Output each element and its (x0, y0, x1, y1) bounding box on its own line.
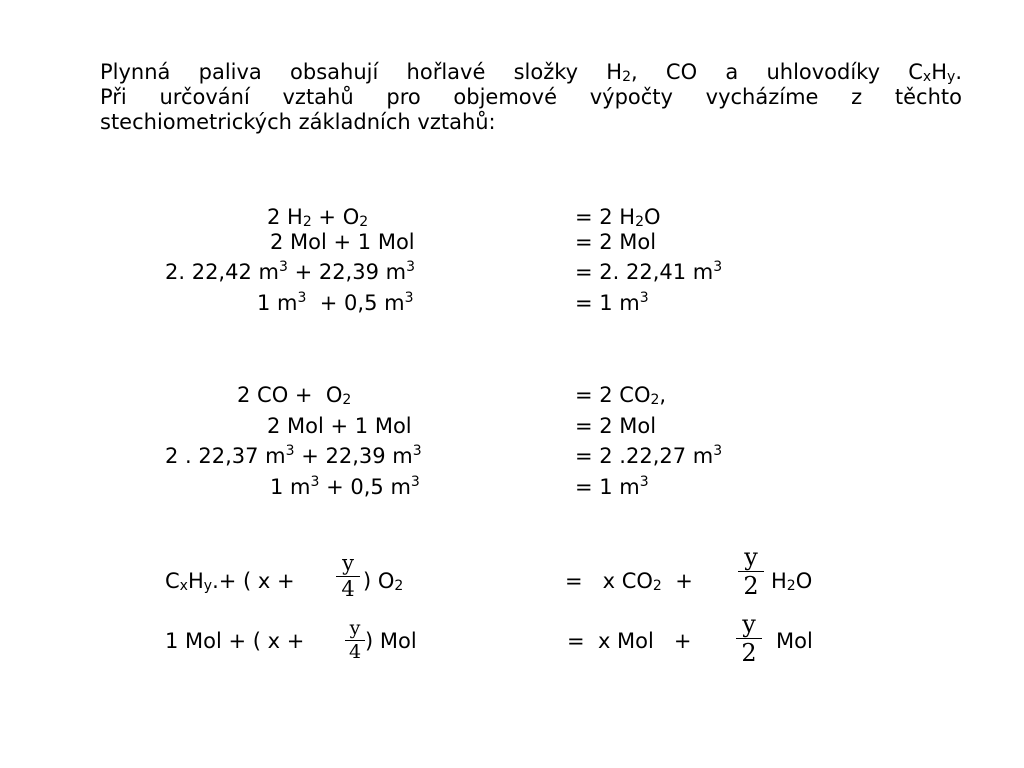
text: = 2. 22,41 m (575, 260, 714, 284)
cxhy-mol-lhs: 1 Mol + ( x + (165, 629, 312, 653)
text: = 2 CO (575, 383, 651, 407)
text: C (165, 569, 180, 593)
co-mol-lhs: 2 Mol + 1 Mol (267, 414, 412, 438)
co-mol-rhs: = 2 Mol (575, 414, 657, 438)
h2-mol-lhs: 2 Mol + 1 Mol (270, 230, 415, 254)
fraction-numerator: y (744, 543, 758, 571)
fraction-numerator: y (342, 551, 354, 575)
subscript: 2 (635, 214, 645, 230)
fraction-denominator: 4 (348, 641, 362, 663)
subscript: y (947, 69, 956, 85)
h2-unit-rhs (575, 291, 649, 315)
text: H (771, 569, 787, 593)
fraction-y-over-4 (345, 619, 365, 662)
h2-equation-rhs (575, 205, 661, 229)
text: = 1 m (575, 291, 640, 315)
h2-volume-lhs (165, 260, 415, 284)
text: = 2 H (575, 205, 636, 229)
fraction-denominator: 2 (741, 639, 757, 667)
superscript: 3 (412, 443, 422, 459)
cxhy-mol-rhs: = x Mol + (567, 629, 692, 653)
text: + (661, 569, 693, 593)
text: 2. 22,42 m (165, 260, 279, 284)
h2-mol-rhs: = 2 Mol (575, 230, 657, 254)
superscript: 3 (297, 290, 307, 306)
superscript: 3 (406, 259, 416, 275)
co-equation-rhs (575, 383, 666, 407)
subscript: y (203, 578, 213, 594)
h2-volume-rhs (575, 260, 722, 284)
text: , (659, 383, 667, 407)
text: O (795, 569, 813, 593)
superscript: 3 (285, 443, 295, 459)
superscript: 3 (639, 474, 649, 490)
subscript: 2 (359, 214, 369, 230)
superscript: 3 (404, 290, 414, 306)
h2-equation-lhs (267, 205, 368, 229)
superscript: 3 (310, 474, 320, 490)
subscript: 2 (302, 214, 312, 230)
intro-paragraph (100, 60, 962, 135)
cxhy-mol-close: ) Mol (365, 629, 417, 653)
text: = 2 .22,27 m (575, 444, 714, 468)
co-unit-rhs (575, 475, 649, 499)
intro-line-1 (100, 60, 962, 85)
superscript: 3 (713, 259, 723, 275)
fraction-denominator: 2 (743, 572, 759, 600)
intro-line-2: Při určování vztahů pro objemové výpočty vycházíme z těchto (100, 85, 962, 109)
cxhy-equation-oxygen (363, 569, 403, 593)
subscript: x (922, 69, 932, 85)
cxhy-equation-water (771, 569, 812, 593)
text: H (187, 569, 204, 593)
text: O (644, 205, 661, 229)
cxhy-equation-row (0, 569, 1024, 609)
text: 2 H (267, 205, 303, 229)
cxhy-equation-lhs (165, 569, 301, 593)
intro-line-1-text-b: , CO a uhlovodíky C (631, 60, 923, 84)
superscript: 3 (639, 290, 649, 306)
cxhy-equation-co2 (565, 569, 693, 593)
fraction-numerator: y (349, 617, 361, 639)
subscript: x (179, 578, 188, 594)
text: 2 . 22,37 m (165, 444, 286, 468)
fraction-denominator: 4 (341, 577, 355, 601)
h2-unit-lhs (257, 291, 414, 315)
text: = 1 m (575, 475, 640, 499)
cxhy-mol-water: Mol (776, 629, 813, 653)
subscript: 2 (394, 578, 404, 594)
text: + 0,5 m (306, 291, 405, 315)
text: ) O (363, 569, 395, 593)
co-volume-lhs (165, 444, 422, 468)
superscript: 3 (410, 474, 420, 490)
text: = x CO (565, 569, 653, 593)
fraction-y-over-2 (738, 545, 764, 598)
fraction-numerator: y (742, 610, 756, 638)
text: + 22,39 m (287, 260, 407, 284)
text: 1 m (270, 475, 311, 499)
co-unit-lhs (270, 475, 420, 499)
subscript: 2 (786, 578, 796, 594)
intro-line-1-end: . (955, 60, 962, 84)
subscript: 2 (652, 578, 662, 594)
fraction-y-over-4 (336, 553, 360, 600)
cxhy-mol-row (0, 629, 1024, 659)
text: + 22,39 m (294, 444, 413, 468)
intro-line-1-text: Plynná paliva obsahují hořlavé složky H (100, 60, 623, 84)
subscript: 2 (650, 392, 660, 408)
co-equation-lhs (237, 383, 351, 407)
subscript: 2 (622, 69, 632, 85)
superscript: 3 (278, 259, 288, 275)
text: 2 CO + O (237, 383, 343, 407)
text: + 0,5 m (319, 475, 411, 499)
text: .+ ( x + (212, 569, 302, 593)
intro-line-1-h: H (931, 60, 948, 84)
co-volume-rhs (575, 444, 722, 468)
subscript: 2 (342, 392, 352, 408)
intro-line-3: stechiometrických základních vztahů: (100, 110, 496, 134)
fraction-y-over-2 (736, 612, 762, 665)
text: + O (311, 205, 360, 229)
superscript: 3 (713, 443, 723, 459)
text: 1 m (257, 291, 298, 315)
